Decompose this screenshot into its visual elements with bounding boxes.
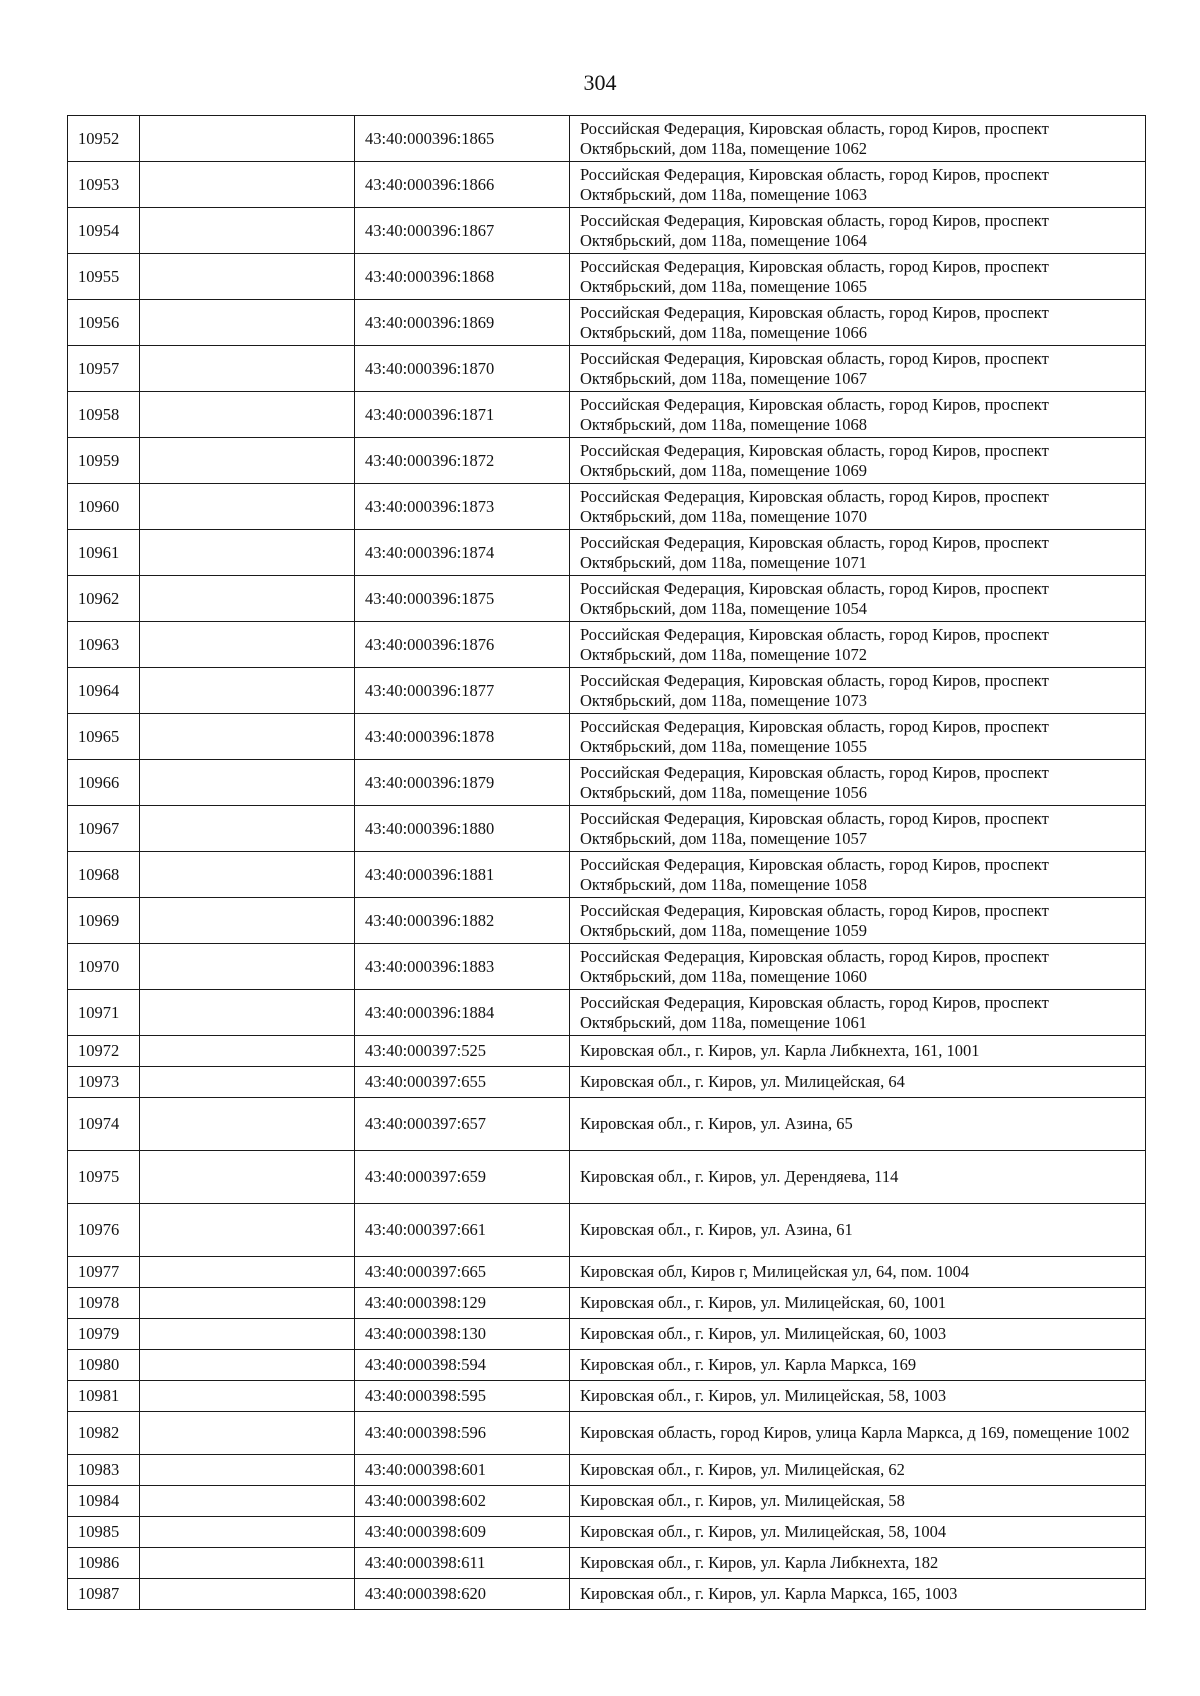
table-row xyxy=(68,530,1146,576)
row-number-cell: 10957 xyxy=(68,346,140,392)
cadastral-number-cell: 43:40:000396:1874 xyxy=(355,530,570,576)
table-row xyxy=(68,898,1146,944)
cadastral-number-cell: 43:40:000398:620 xyxy=(355,1579,570,1610)
cadastral-number-cell: 43:40:000398:609 xyxy=(355,1517,570,1548)
table-row xyxy=(68,1381,1146,1412)
address-cell: Кировская область, город Киров, улица Карла Маркса, д 169, помещение 1002 xyxy=(570,1412,1146,1455)
table-row xyxy=(68,990,1146,1036)
cadastral-number-cell: 43:40:000398:594 xyxy=(355,1350,570,1381)
address-cell: Российская Федерация, Кировская область, город Киров, проспект Октябрьский, дом 118а, помещение 1071 xyxy=(570,530,1146,576)
row-number-cell: 10973 xyxy=(68,1067,140,1098)
owner-cell xyxy=(140,1288,355,1319)
address-cell: Кировская обл., г. Киров, ул. Милицейская, 60, 1003 xyxy=(570,1319,1146,1350)
row-number-cell: 10964 xyxy=(68,668,140,714)
owner-cell xyxy=(140,1579,355,1610)
table-row xyxy=(68,438,1146,484)
cadastral-number-cell: 43:40:000398:601 xyxy=(355,1455,570,1486)
row-number-cell: 10982 xyxy=(68,1412,140,1455)
row-number-cell: 10975 xyxy=(68,1151,140,1204)
address-cell: Российская Федерация, Кировская область, город Киров, проспект Октябрьский, дом 118а, помещение 1070 xyxy=(570,484,1146,530)
address-cell: Российская Федерация, Кировская область, город Киров, проспект Октябрьский, дом 118а, помещение 1057 xyxy=(570,806,1146,852)
row-number-cell: 10960 xyxy=(68,484,140,530)
cadastral-number-cell: 43:40:000398:596 xyxy=(355,1412,570,1455)
cadastral-number-cell: 43:40:000397:661 xyxy=(355,1204,570,1257)
registry-table xyxy=(67,115,1146,1610)
page-number: 304 xyxy=(583,70,617,95)
cadastral-number-cell: 43:40:000396:1875 xyxy=(355,576,570,622)
owner-cell xyxy=(140,208,355,254)
table-row xyxy=(68,668,1146,714)
owner-cell xyxy=(140,806,355,852)
owner-cell xyxy=(140,1486,355,1517)
address-cell: Российская Федерация, Кировская область, город Киров, проспект Октябрьский, дом 118а, помещение 1069 xyxy=(570,438,1146,484)
address-cell: Кировская обл., г. Киров, ул. Карла Маркса, 169 xyxy=(570,1350,1146,1381)
row-number-cell: 10971 xyxy=(68,990,140,1036)
owner-cell xyxy=(140,392,355,438)
address-cell: Российская Федерация, Кировская область, город Киров, проспект Октябрьский, дом 118а, помещение 1064 xyxy=(570,208,1146,254)
cadastral-number-cell: 43:40:000396:1865 xyxy=(355,116,570,162)
address-cell: Кировская обл., г. Киров, ул. Карла Маркса, 165, 1003 xyxy=(570,1579,1146,1610)
row-number-cell: 10976 xyxy=(68,1204,140,1257)
address-cell: Российская Федерация, Кировская область, город Киров, проспект Октябрьский, дом 118а, помещение 1068 xyxy=(570,392,1146,438)
table-row xyxy=(68,1204,1146,1257)
address-cell: Кировская обл., г. Киров, ул. Карла Либкнехта, 182 xyxy=(570,1548,1146,1579)
row-number-cell: 10972 xyxy=(68,1036,140,1067)
cadastral-number-cell: 43:40:000396:1871 xyxy=(355,392,570,438)
cadastral-number-cell: 43:40:000397:665 xyxy=(355,1257,570,1288)
cadastral-number-cell: 43:40:000397:655 xyxy=(355,1067,570,1098)
cadastral-number-cell: 43:40:000398:602 xyxy=(355,1486,570,1517)
registry-table-body xyxy=(68,116,1146,1610)
cadastral-number-cell: 43:40:000396:1870 xyxy=(355,346,570,392)
owner-cell xyxy=(140,990,355,1036)
table-row xyxy=(68,760,1146,806)
cadastral-number-cell: 43:40:000397:525 xyxy=(355,1036,570,1067)
row-number-cell: 10956 xyxy=(68,300,140,346)
owner-cell xyxy=(140,714,355,760)
owner-cell xyxy=(140,622,355,668)
address-cell: Кировская обл., г. Киров, ул. Азина, 65 xyxy=(570,1098,1146,1151)
row-number-cell: 10958 xyxy=(68,392,140,438)
table-row xyxy=(68,1455,1146,1486)
cadastral-number-cell: 43:40:000396:1884 xyxy=(355,990,570,1036)
cadastral-number-cell: 43:40:000396:1869 xyxy=(355,300,570,346)
owner-cell xyxy=(140,1036,355,1067)
cadastral-number-cell: 43:40:000398:595 xyxy=(355,1381,570,1412)
address-cell: Российская Федерация, Кировская область, город Киров, проспект Октябрьский, дом 118а, помещение 1062 xyxy=(570,116,1146,162)
cadastral-number-cell: 43:40:000396:1876 xyxy=(355,622,570,668)
owner-cell xyxy=(140,1067,355,1098)
owner-cell xyxy=(140,1319,355,1350)
address-cell: Российская Федерация, Кировская область, город Киров, проспект Октябрьский, дом 118а, помещение 1056 xyxy=(570,760,1146,806)
row-number-cell: 10953 xyxy=(68,162,140,208)
table-row xyxy=(68,1350,1146,1381)
cadastral-number-cell: 43:40:000398:611 xyxy=(355,1548,570,1579)
table-row xyxy=(68,1151,1146,1204)
cadastral-number-cell: 43:40:000396:1881 xyxy=(355,852,570,898)
row-number-cell: 10987 xyxy=(68,1579,140,1610)
owner-cell xyxy=(140,1548,355,1579)
owner-cell xyxy=(140,254,355,300)
owner-cell xyxy=(140,1455,355,1486)
owner-cell xyxy=(140,116,355,162)
cadastral-number-cell: 43:40:000396:1868 xyxy=(355,254,570,300)
cadastral-number-cell: 43:40:000396:1867 xyxy=(355,208,570,254)
table-row xyxy=(68,346,1146,392)
table-row xyxy=(68,392,1146,438)
owner-cell xyxy=(140,1151,355,1204)
address-cell: Кировская обл., г. Киров, ул. Милицейская, 60, 1001 xyxy=(570,1288,1146,1319)
table-row xyxy=(68,576,1146,622)
owner-cell xyxy=(140,944,355,990)
cadastral-number-cell: 43:40:000396:1880 xyxy=(355,806,570,852)
address-cell: Российская Федерация, Кировская область, город Киров, проспект Октябрьский, дом 118а, помещение 1059 xyxy=(570,898,1146,944)
owner-cell xyxy=(140,1350,355,1381)
row-number-cell: 10979 xyxy=(68,1319,140,1350)
address-cell: Кировская обл., г. Киров, ул. Дерендяева, 114 xyxy=(570,1151,1146,1204)
row-number-cell: 10954 xyxy=(68,208,140,254)
cadastral-number-cell: 43:40:000396:1878 xyxy=(355,714,570,760)
row-number-cell: 10984 xyxy=(68,1486,140,1517)
table-row xyxy=(68,852,1146,898)
address-cell: Кировская обл., г. Киров, ул. Карла Либкнехта, 161, 1001 xyxy=(570,1036,1146,1067)
table-row xyxy=(68,1036,1146,1067)
cadastral-number-cell: 43:40:000397:659 xyxy=(355,1151,570,1204)
address-cell: Российская Федерация, Кировская область, город Киров, проспект Октябрьский, дом 118а, помещение 1063 xyxy=(570,162,1146,208)
owner-cell xyxy=(140,1257,355,1288)
table-row xyxy=(68,622,1146,668)
address-cell: Российская Федерация, Кировская область, город Киров, проспект Октябрьский, дом 118а, помещение 1072 xyxy=(570,622,1146,668)
owner-cell xyxy=(140,162,355,208)
table-row xyxy=(68,1257,1146,1288)
table-row xyxy=(68,714,1146,760)
row-number-cell: 10965 xyxy=(68,714,140,760)
table-row xyxy=(68,484,1146,530)
row-number-cell: 10955 xyxy=(68,254,140,300)
owner-cell xyxy=(140,668,355,714)
cadastral-number-cell: 43:40:000396:1872 xyxy=(355,438,570,484)
row-number-cell: 10963 xyxy=(68,622,140,668)
table-row xyxy=(68,1517,1146,1548)
table-row xyxy=(68,254,1146,300)
row-number-cell: 10977 xyxy=(68,1257,140,1288)
table-row xyxy=(68,1486,1146,1517)
owner-cell xyxy=(140,760,355,806)
row-number-cell: 10969 xyxy=(68,898,140,944)
table-row xyxy=(68,1098,1146,1151)
address-cell: Российская Федерация, Кировская область, город Киров, проспект Октябрьский, дом 118а, помещение 1061 xyxy=(570,990,1146,1036)
cadastral-number-cell: 43:40:000397:657 xyxy=(355,1098,570,1151)
row-number-cell: 10952 xyxy=(68,116,140,162)
table-row xyxy=(68,208,1146,254)
cadastral-number-cell: 43:40:000396:1877 xyxy=(355,668,570,714)
address-cell: Кировская обл, Киров г, Милицейская ул, 64, пом. 1004 xyxy=(570,1257,1146,1288)
row-number-cell: 10967 xyxy=(68,806,140,852)
owner-cell xyxy=(140,484,355,530)
owner-cell xyxy=(140,852,355,898)
table-row xyxy=(68,1579,1146,1610)
address-cell: Российская Федерация, Кировская область, город Киров, проспект Октябрьский, дом 118а, помещение 1066 xyxy=(570,300,1146,346)
owner-cell xyxy=(140,1517,355,1548)
row-number-cell: 10974 xyxy=(68,1098,140,1151)
cadastral-number-cell: 43:40:000396:1883 xyxy=(355,944,570,990)
address-cell: Российская Федерация, Кировская область, город Киров, проспект Октябрьский, дом 118а, помещение 1058 xyxy=(570,852,1146,898)
row-number-cell: 10978 xyxy=(68,1288,140,1319)
table-row xyxy=(68,300,1146,346)
address-cell: Кировская обл., г. Киров, ул. Милицейская, 64 xyxy=(570,1067,1146,1098)
address-cell: Российская Федерация, Кировская область, город Киров, проспект Октябрьский, дом 118а, помещение 1073 xyxy=(570,668,1146,714)
table-row xyxy=(68,806,1146,852)
row-number-cell: 10961 xyxy=(68,530,140,576)
owner-cell xyxy=(140,1381,355,1412)
address-cell: Российская Федерация, Кировская область, город Киров, проспект Октябрьский, дом 118а, помещение 1055 xyxy=(570,714,1146,760)
row-number-cell: 10983 xyxy=(68,1455,140,1486)
table-row xyxy=(68,1412,1146,1455)
owner-cell xyxy=(140,346,355,392)
owner-cell xyxy=(140,898,355,944)
cadastral-number-cell: 43:40:000396:1879 xyxy=(355,760,570,806)
row-number-cell: 10968 xyxy=(68,852,140,898)
address-cell: Кировская обл., г. Киров, ул. Милицейская, 58, 1004 xyxy=(570,1517,1146,1548)
row-number-cell: 10986 xyxy=(68,1548,140,1579)
row-number-cell: 10959 xyxy=(68,438,140,484)
address-cell: Кировская обл., г. Киров, ул. Милицейская, 58, 1003 xyxy=(570,1381,1146,1412)
table-row xyxy=(68,1288,1146,1319)
owner-cell xyxy=(140,1412,355,1455)
address-cell: Российская Федерация, Кировская область, город Киров, проспект Октябрьский, дом 118а, помещение 1065 xyxy=(570,254,1146,300)
row-number-cell: 10962 xyxy=(68,576,140,622)
cadastral-number-cell: 43:40:000398:130 xyxy=(355,1319,570,1350)
table-row xyxy=(68,1548,1146,1579)
table-row xyxy=(68,116,1146,162)
address-cell: Кировская обл., г. Киров, ул. Милицейская, 62 xyxy=(570,1455,1146,1486)
address-cell: Кировская обл., г. Киров, ул. Азина, 61 xyxy=(570,1204,1146,1257)
owner-cell xyxy=(140,530,355,576)
owner-cell xyxy=(140,576,355,622)
table-row xyxy=(68,944,1146,990)
owner-cell xyxy=(140,1204,355,1257)
cadastral-number-cell: 43:40:000396:1882 xyxy=(355,898,570,944)
address-cell: Российская Федерация, Кировская область, город Киров, проспект Октябрьский, дом 118а, помещение 1067 xyxy=(570,346,1146,392)
row-number-cell: 10981 xyxy=(68,1381,140,1412)
row-number-cell: 10966 xyxy=(68,760,140,806)
row-number-cell: 10970 xyxy=(68,944,140,990)
owner-cell xyxy=(140,438,355,484)
table-row xyxy=(68,1319,1146,1350)
cadastral-number-cell: 43:40:000398:129 xyxy=(355,1288,570,1319)
address-cell: Российская Федерация, Кировская область, город Киров, проспект Октябрьский, дом 118а, помещение 1054 xyxy=(570,576,1146,622)
owner-cell xyxy=(140,300,355,346)
owner-cell xyxy=(140,1098,355,1151)
table-row xyxy=(68,162,1146,208)
table-row xyxy=(68,1067,1146,1098)
cadastral-number-cell: 43:40:000396:1873 xyxy=(355,484,570,530)
row-number-cell: 10980 xyxy=(68,1350,140,1381)
address-cell: Российская Федерация, Кировская область, город Киров, проспект Октябрьский, дом 118а, помещение 1060 xyxy=(570,944,1146,990)
address-cell: Кировская обл., г. Киров, ул. Милицейская, 58 xyxy=(570,1486,1146,1517)
row-number-cell: 10985 xyxy=(68,1517,140,1548)
cadastral-number-cell: 43:40:000396:1866 xyxy=(355,162,570,208)
